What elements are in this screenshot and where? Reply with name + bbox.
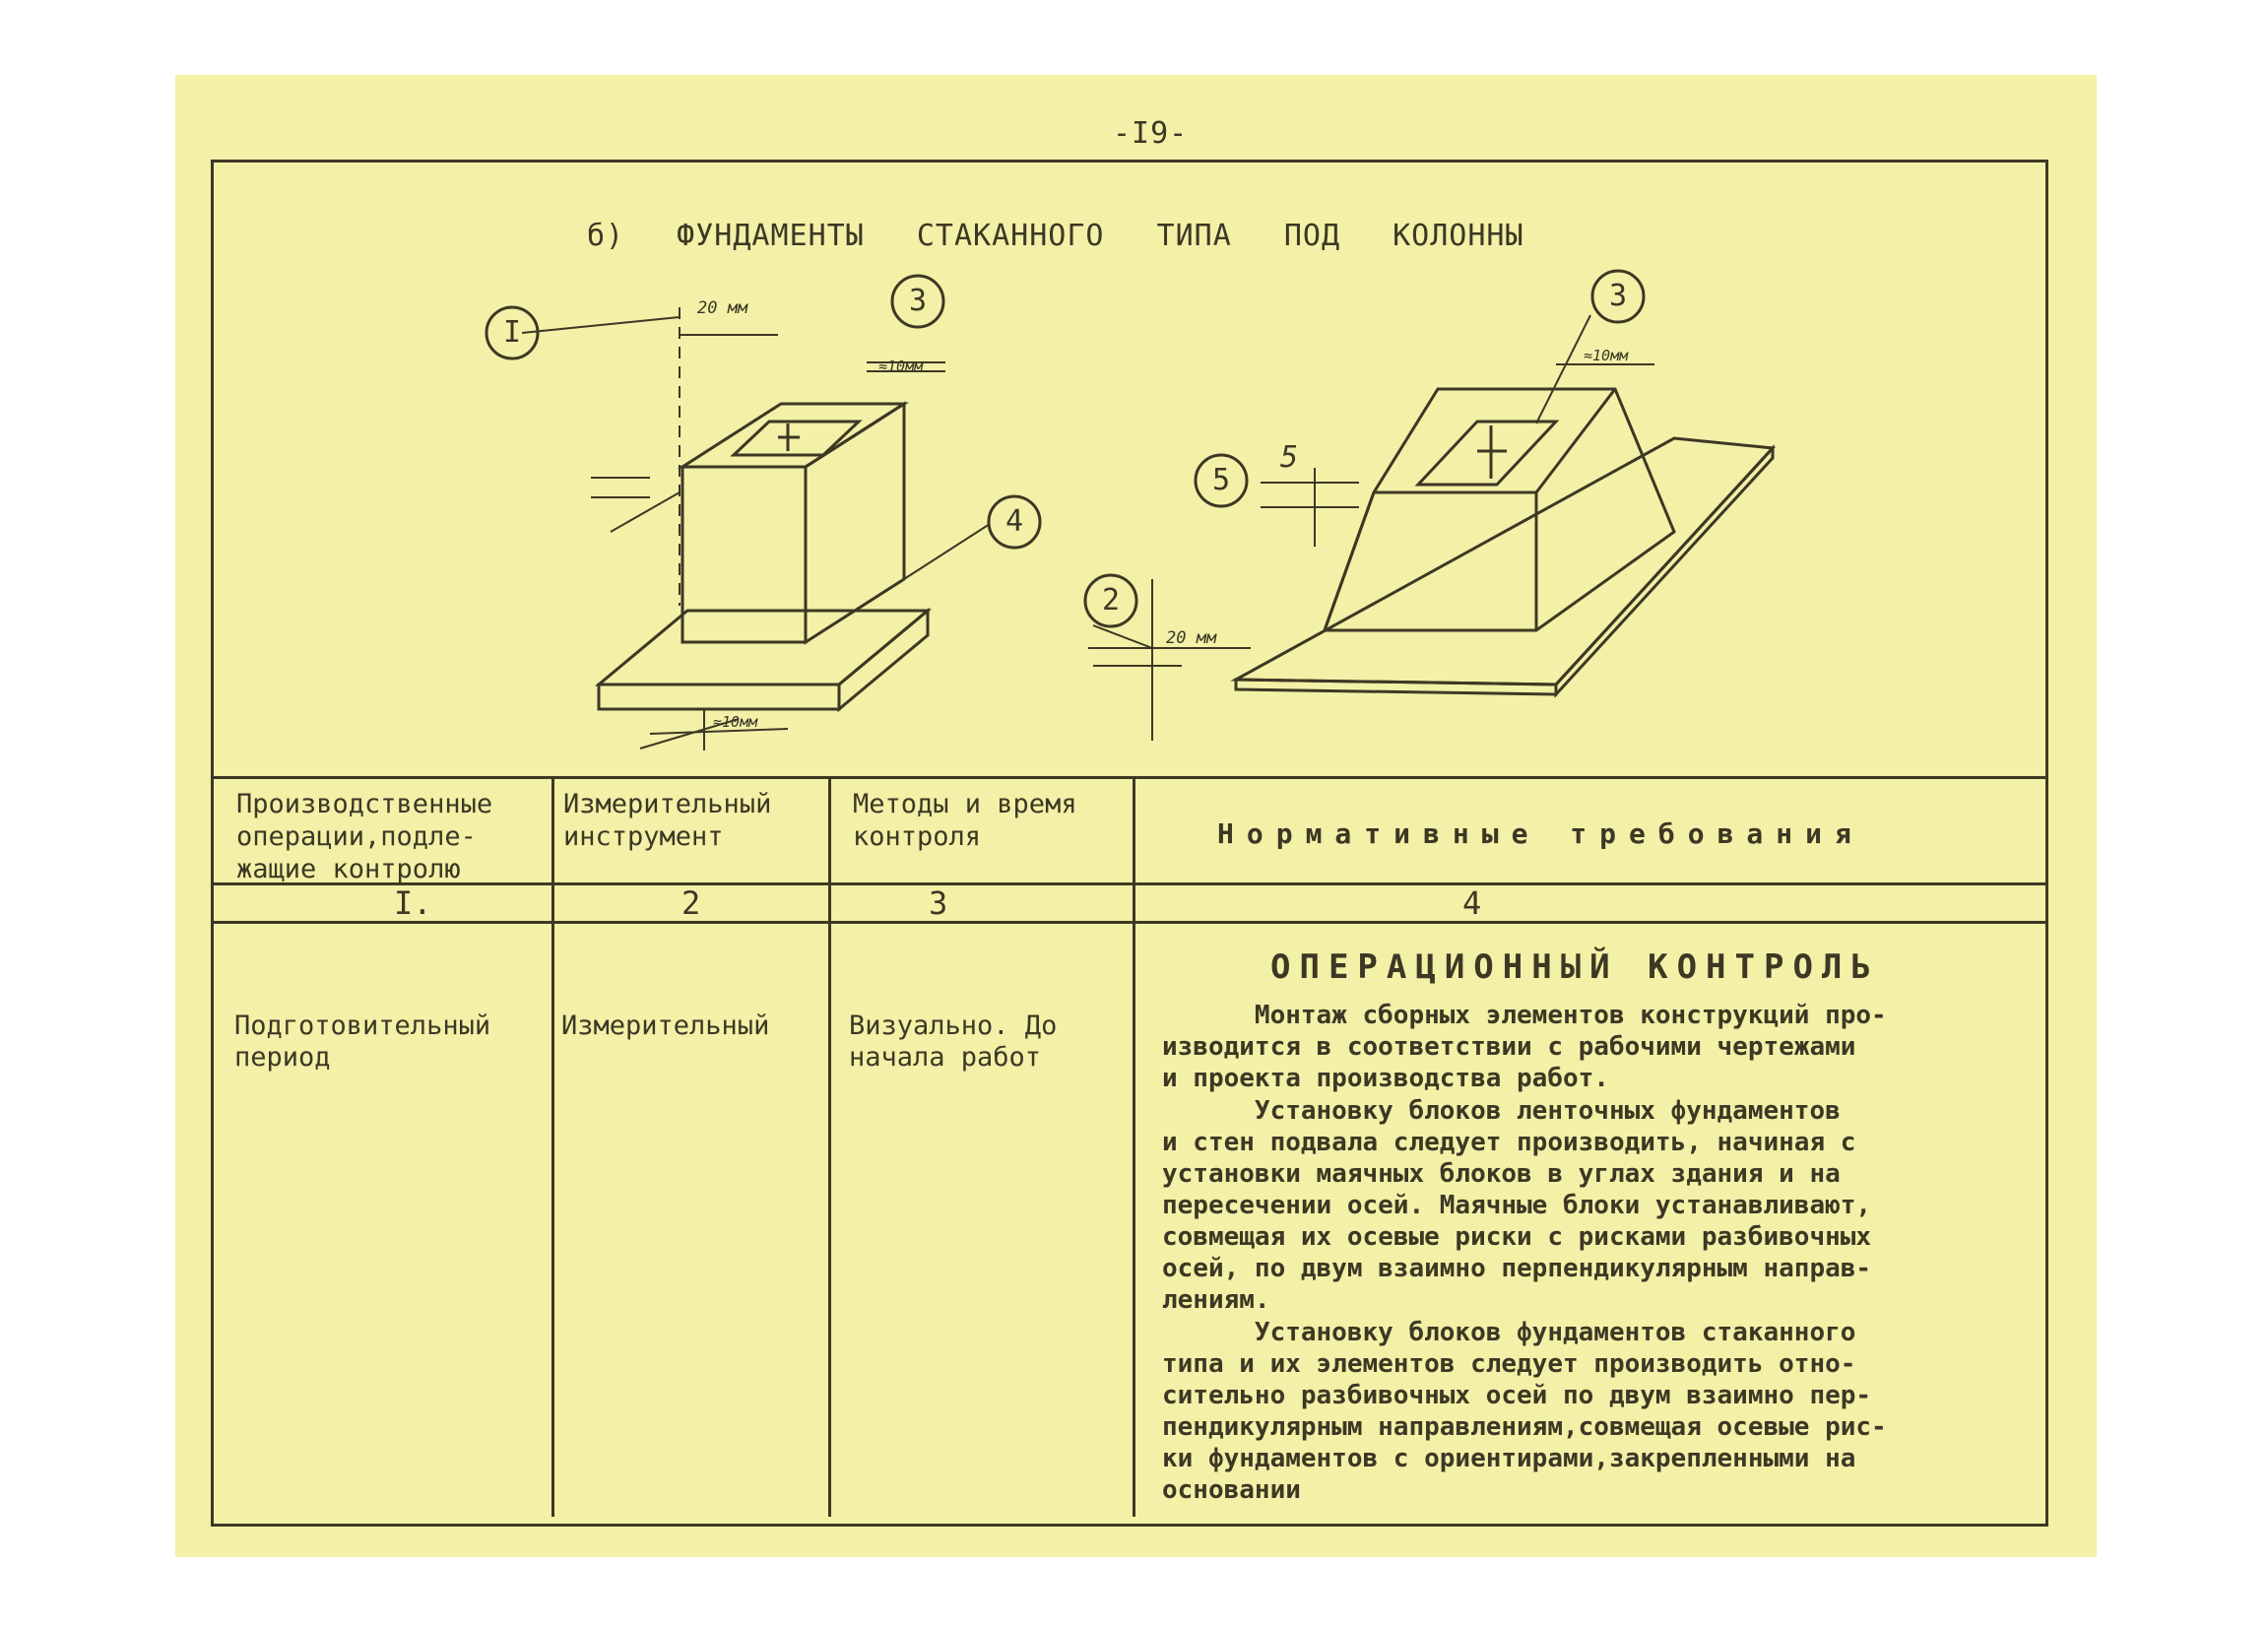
dim-left-base: ≈10мм	[713, 713, 758, 731]
column-number-2: 2	[681, 884, 701, 922]
callout-label-3b: 3	[1608, 279, 1628, 313]
header-requirements: Нормативные требования	[1217, 817, 1864, 850]
requirements-paragraph-1: Монтаж сборных элементов конструкций про- изводится в соответствии с рабочими чертежами и проекта производства работ.	[1162, 1001, 1887, 1093]
cell-operation: Подготовительный период	[234, 1010, 491, 1073]
cell-method: Визуально. До начала работ	[849, 1010, 1058, 1073]
callout-label-1: I	[502, 315, 522, 350]
table-top-rule	[211, 776, 2048, 779]
right-foundation-figure	[1088, 315, 1773, 741]
column-divider-2	[828, 778, 831, 1517]
callout-label-4: 4	[1004, 504, 1024, 539]
column-number-4: 4	[1462, 884, 1482, 922]
dim-right-base: 20 мм	[1166, 628, 1217, 648]
cell-instrument: Измерительный	[561, 1010, 770, 1041]
requirements-paragraph-3: Установку блоков фундаментов стаканного типа и их элементов следует производить отно- сительно разбивочных осей по двум взаимно пер- пендикулярным направлениям,совмещая осевые рис- ки фундаментов с ориентирами,закрепленными на основании	[1162, 1318, 1887, 1505]
page-number: -I9-	[1113, 116, 1189, 151]
column-number-3: 3	[929, 884, 948, 922]
numbers-bottom-rule	[211, 921, 2048, 924]
callout-label-2: 2	[1101, 583, 1121, 618]
header-method: Методы и время контроля	[853, 789, 1077, 852]
callout-label-5: 5	[1211, 463, 1231, 497]
requirements-title: ОПЕРАЦИОННЫЙ КОНТРОЛЬ	[1270, 947, 1880, 987]
column-divider-3	[1133, 778, 1135, 1517]
dim-left-rim: ≈10мм	[878, 358, 924, 375]
dim-left-top: 20 мм	[697, 298, 748, 318]
callout-label-3a: 3	[908, 284, 928, 318]
figure-title: б) ФУНДАМЕНТЫ СТАКАННОГО ТИПА ПОД КОЛОННЫ	[587, 219, 1524, 253]
requirements-paragraph-2: Установку блоков ленточных фундаментов и стен подвала следует производить, начиная с установки маячных блоков в углах здания и на пересечении осей. Маячные блоки устанавливают, совмещая их осевые риски с рисками разбивочных осей, по двум взаимно перпендикулярным направ- лениям.	[1162, 1096, 1872, 1315]
column-number-1: I.	[394, 884, 432, 922]
dim-right-rim: ≈10мм	[1584, 347, 1629, 364]
column-divider-1	[551, 778, 554, 1517]
header-operations: Производственные операции,подле- жащие контролю	[236, 789, 493, 884]
header-instrument: Измерительный инструмент	[563, 789, 772, 852]
dim-right-step: 5	[1280, 440, 1299, 475]
